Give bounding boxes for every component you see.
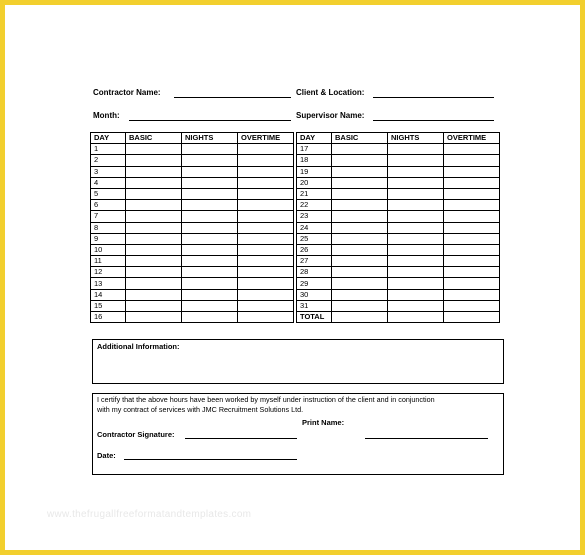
overtime-hours-cell[interactable] xyxy=(238,200,294,211)
basic-hours-cell[interactable] xyxy=(126,244,182,255)
nights-hours-cell[interactable] xyxy=(182,233,238,244)
certification-statement xyxy=(97,395,435,415)
day-cell: 8 xyxy=(91,222,126,233)
basic-hours-cell[interactable] xyxy=(332,256,388,267)
day-cell: 13 xyxy=(91,278,126,289)
day-cell: 24 xyxy=(297,222,332,233)
table-row xyxy=(91,233,500,244)
nights-hours-cell[interactable] xyxy=(388,166,444,177)
table-row xyxy=(91,278,500,289)
hours-table xyxy=(90,132,500,323)
overtime-hours-cell[interactable] xyxy=(238,278,294,289)
nights-hours-cell[interactable] xyxy=(182,188,238,199)
print-name-label: Print Name: xyxy=(302,418,345,427)
date-field[interactable] xyxy=(124,459,297,460)
day-cell: 6 xyxy=(91,200,126,211)
overtime-hours-cell[interactable] xyxy=(238,155,294,166)
day-cell: 16 xyxy=(91,312,126,323)
basic-hours-cell[interactable] xyxy=(332,278,388,289)
nights-hours-cell[interactable] xyxy=(388,200,444,211)
basic-hours-cell[interactable] xyxy=(332,300,388,311)
overtime-hours-cell[interactable] xyxy=(238,267,294,278)
day-cell: 30 xyxy=(297,289,332,300)
overtime-hours-cell[interactable] xyxy=(444,278,500,289)
overtime-hours-cell[interactable] xyxy=(238,312,294,323)
table-row xyxy=(91,211,500,222)
overtime-hours-cell[interactable] xyxy=(444,267,500,278)
table-row xyxy=(91,244,500,255)
basic-hours-cell[interactable] xyxy=(332,211,388,222)
day-cell: 7 xyxy=(91,211,126,222)
basic-hours-cell[interactable] xyxy=(332,188,388,199)
overtime-hours-cell[interactable] xyxy=(238,177,294,188)
month-field[interactable] xyxy=(129,120,291,121)
table-row xyxy=(91,289,500,300)
day-cell: 9 xyxy=(91,233,126,244)
certification-box xyxy=(92,393,504,475)
table-row xyxy=(91,200,500,211)
nights-hours-cell[interactable] xyxy=(182,256,238,267)
basic-hours-cell[interactable] xyxy=(332,222,388,233)
overtime-hours-cell[interactable] xyxy=(444,144,500,155)
overtime-hours-cell[interactable] xyxy=(238,166,294,177)
nights-hours-cell[interactable] xyxy=(388,211,444,222)
basic-hours-cell[interactable] xyxy=(126,267,182,278)
table-row xyxy=(91,144,500,155)
overtime-hours-cell[interactable] xyxy=(444,200,500,211)
basic-hours-cell[interactable] xyxy=(332,289,388,300)
day-cell: 14 xyxy=(91,289,126,300)
nights-hours-cell[interactable] xyxy=(182,267,238,278)
overtime-hours-cell[interactable] xyxy=(444,211,500,222)
column-header: OVERTIME xyxy=(444,133,500,144)
supervisor-name-field[interactable] xyxy=(373,120,494,121)
nights-hours-cell[interactable] xyxy=(182,222,238,233)
overtime-hours-cell[interactable] xyxy=(444,244,500,255)
day-cell: 31 xyxy=(297,300,332,311)
overtime-hours-cell[interactable] xyxy=(444,177,500,188)
basic-hours-cell[interactable] xyxy=(332,166,388,177)
certification-line-2: with my contract of services with JMC Recruitment Solutions Ltd. xyxy=(97,405,304,414)
nights-hours-cell[interactable] xyxy=(182,289,238,300)
basic-hours-cell[interactable] xyxy=(126,200,182,211)
basic-hours-cell[interactable] xyxy=(126,166,182,177)
overtime-hours-cell[interactable] xyxy=(444,188,500,199)
day-cell: 1 xyxy=(91,144,126,155)
table-row xyxy=(91,177,500,188)
overtime-hours-cell[interactable] xyxy=(444,155,500,166)
basic-hours-cell[interactable] xyxy=(332,312,388,323)
nights-hours-cell[interactable] xyxy=(388,244,444,255)
table-row xyxy=(91,312,500,323)
day-cell: 22 xyxy=(297,200,332,211)
nights-hours-cell[interactable] xyxy=(388,289,444,300)
column-header: NIGHTS xyxy=(388,133,444,144)
basic-hours-cell[interactable] xyxy=(126,144,182,155)
basic-hours-cell[interactable] xyxy=(332,244,388,255)
nights-hours-cell[interactable] xyxy=(182,177,238,188)
overtime-hours-cell[interactable] xyxy=(444,289,500,300)
overtime-hours-cell[interactable] xyxy=(238,289,294,300)
table-row xyxy=(91,166,500,177)
day-cell: 18 xyxy=(297,155,332,166)
day-cell: 11 xyxy=(91,256,126,267)
nights-hours-cell[interactable] xyxy=(182,144,238,155)
overtime-hours-cell[interactable] xyxy=(238,211,294,222)
contractor-signature-field[interactable] xyxy=(185,438,297,439)
overtime-hours-cell[interactable] xyxy=(238,222,294,233)
basic-hours-cell[interactable] xyxy=(332,233,388,244)
overtime-hours-cell[interactable] xyxy=(444,166,500,177)
basic-hours-cell[interactable] xyxy=(126,233,182,244)
day-cell: 26 xyxy=(297,244,332,255)
table-row xyxy=(91,256,500,267)
column-header: BASIC xyxy=(126,133,182,144)
overtime-hours-cell[interactable] xyxy=(444,300,500,311)
nights-hours-cell[interactable] xyxy=(388,256,444,267)
nights-hours-cell[interactable] xyxy=(388,233,444,244)
table-header-row xyxy=(91,133,500,144)
date-label: Date: xyxy=(97,451,116,460)
overtime-hours-cell[interactable] xyxy=(238,188,294,199)
contractor-name-field[interactable] xyxy=(174,97,291,98)
column-header: BASIC xyxy=(332,133,388,144)
client-location-field[interactable] xyxy=(373,97,494,98)
overtime-hours-cell[interactable] xyxy=(238,256,294,267)
nights-hours-cell[interactable] xyxy=(388,312,444,323)
table-row xyxy=(91,155,500,166)
day-cell: 10 xyxy=(91,244,126,255)
nights-hours-cell[interactable] xyxy=(388,222,444,233)
additional-information-label: Additional Information: xyxy=(97,342,180,351)
basic-hours-cell[interactable] xyxy=(126,177,182,188)
basic-hours-cell[interactable] xyxy=(126,300,182,311)
basic-hours-cell[interactable] xyxy=(332,155,388,166)
basic-hours-cell[interactable] xyxy=(126,256,182,267)
print-name-field[interactable] xyxy=(365,438,488,439)
nights-hours-cell[interactable] xyxy=(182,211,238,222)
table-row xyxy=(91,222,500,233)
day-cell: 2 xyxy=(91,155,126,166)
column-header: DAY xyxy=(91,133,126,144)
basic-hours-cell[interactable] xyxy=(126,155,182,166)
table-row xyxy=(91,267,500,278)
overtime-hours-cell[interactable] xyxy=(444,233,500,244)
day-cell: 27 xyxy=(297,256,332,267)
basic-hours-cell[interactable] xyxy=(126,312,182,323)
table-row xyxy=(91,188,500,199)
day-cell: 28 xyxy=(297,267,332,278)
nights-hours-cell[interactable] xyxy=(388,300,444,311)
contractor-name-label: Contractor Name: xyxy=(93,88,161,97)
column-header: OVERTIME xyxy=(238,133,294,144)
nights-hours-cell[interactable] xyxy=(388,267,444,278)
day-cell: 3 xyxy=(91,166,126,177)
nights-hours-cell[interactable] xyxy=(388,144,444,155)
basic-hours-cell[interactable] xyxy=(126,289,182,300)
nights-hours-cell[interactable] xyxy=(388,155,444,166)
month-label: Month: xyxy=(93,111,120,120)
total-label-cell: TOTAL xyxy=(297,312,332,323)
additional-information-box[interactable] xyxy=(92,339,504,384)
day-cell: 17 xyxy=(297,144,332,155)
column-header: NIGHTS xyxy=(182,133,238,144)
day-cell: 23 xyxy=(297,211,332,222)
overtime-hours-cell[interactable] xyxy=(444,312,500,323)
nights-hours-cell[interactable] xyxy=(388,177,444,188)
nights-hours-cell[interactable] xyxy=(182,155,238,166)
basic-hours-cell[interactable] xyxy=(332,144,388,155)
nights-hours-cell[interactable] xyxy=(182,244,238,255)
day-cell: 15 xyxy=(91,300,126,311)
basic-hours-cell[interactable] xyxy=(126,278,182,289)
nights-hours-cell[interactable] xyxy=(388,188,444,199)
day-cell: 21 xyxy=(297,188,332,199)
basic-hours-cell[interactable] xyxy=(332,267,388,278)
basic-hours-cell[interactable] xyxy=(126,211,182,222)
nights-hours-cell[interactable] xyxy=(182,278,238,289)
basic-hours-cell[interactable] xyxy=(126,188,182,199)
watermark-text: www.thefrugallfreeformatandtemplates.com xyxy=(47,509,252,520)
nights-hours-cell[interactable] xyxy=(182,200,238,211)
nights-hours-cell[interactable] xyxy=(182,312,238,323)
day-cell: 4 xyxy=(91,177,126,188)
timesheet-page xyxy=(5,5,580,550)
day-cell: 19 xyxy=(297,166,332,177)
basic-hours-cell[interactable] xyxy=(332,177,388,188)
overtime-hours-cell[interactable] xyxy=(238,233,294,244)
table-row xyxy=(91,300,500,311)
nights-hours-cell[interactable] xyxy=(182,300,238,311)
overtime-hours-cell[interactable] xyxy=(444,222,500,233)
basic-hours-cell[interactable] xyxy=(332,200,388,211)
nights-hours-cell[interactable] xyxy=(182,166,238,177)
supervisor-name-label: Supervisor Name: xyxy=(296,111,365,120)
client-location-label: Client & Location: xyxy=(296,88,365,97)
nights-hours-cell[interactable] xyxy=(388,278,444,289)
overtime-hours-cell[interactable] xyxy=(444,256,500,267)
overtime-hours-cell[interactable] xyxy=(238,244,294,255)
day-cell: 20 xyxy=(297,177,332,188)
certification-line-1: I certify that the above hours have been worked by myself under instruction of the client and in conjunction xyxy=(97,395,435,404)
day-cell: 5 xyxy=(91,188,126,199)
basic-hours-cell[interactable] xyxy=(126,222,182,233)
day-cell: 12 xyxy=(91,267,126,278)
overtime-hours-cell[interactable] xyxy=(238,144,294,155)
overtime-hours-cell[interactable] xyxy=(238,300,294,311)
contractor-signature-label: Contractor Signature: xyxy=(97,430,175,439)
day-cell: 29 xyxy=(297,278,332,289)
day-cell: 25 xyxy=(297,233,332,244)
hours-table-body xyxy=(91,144,500,323)
column-header: DAY xyxy=(297,133,332,144)
